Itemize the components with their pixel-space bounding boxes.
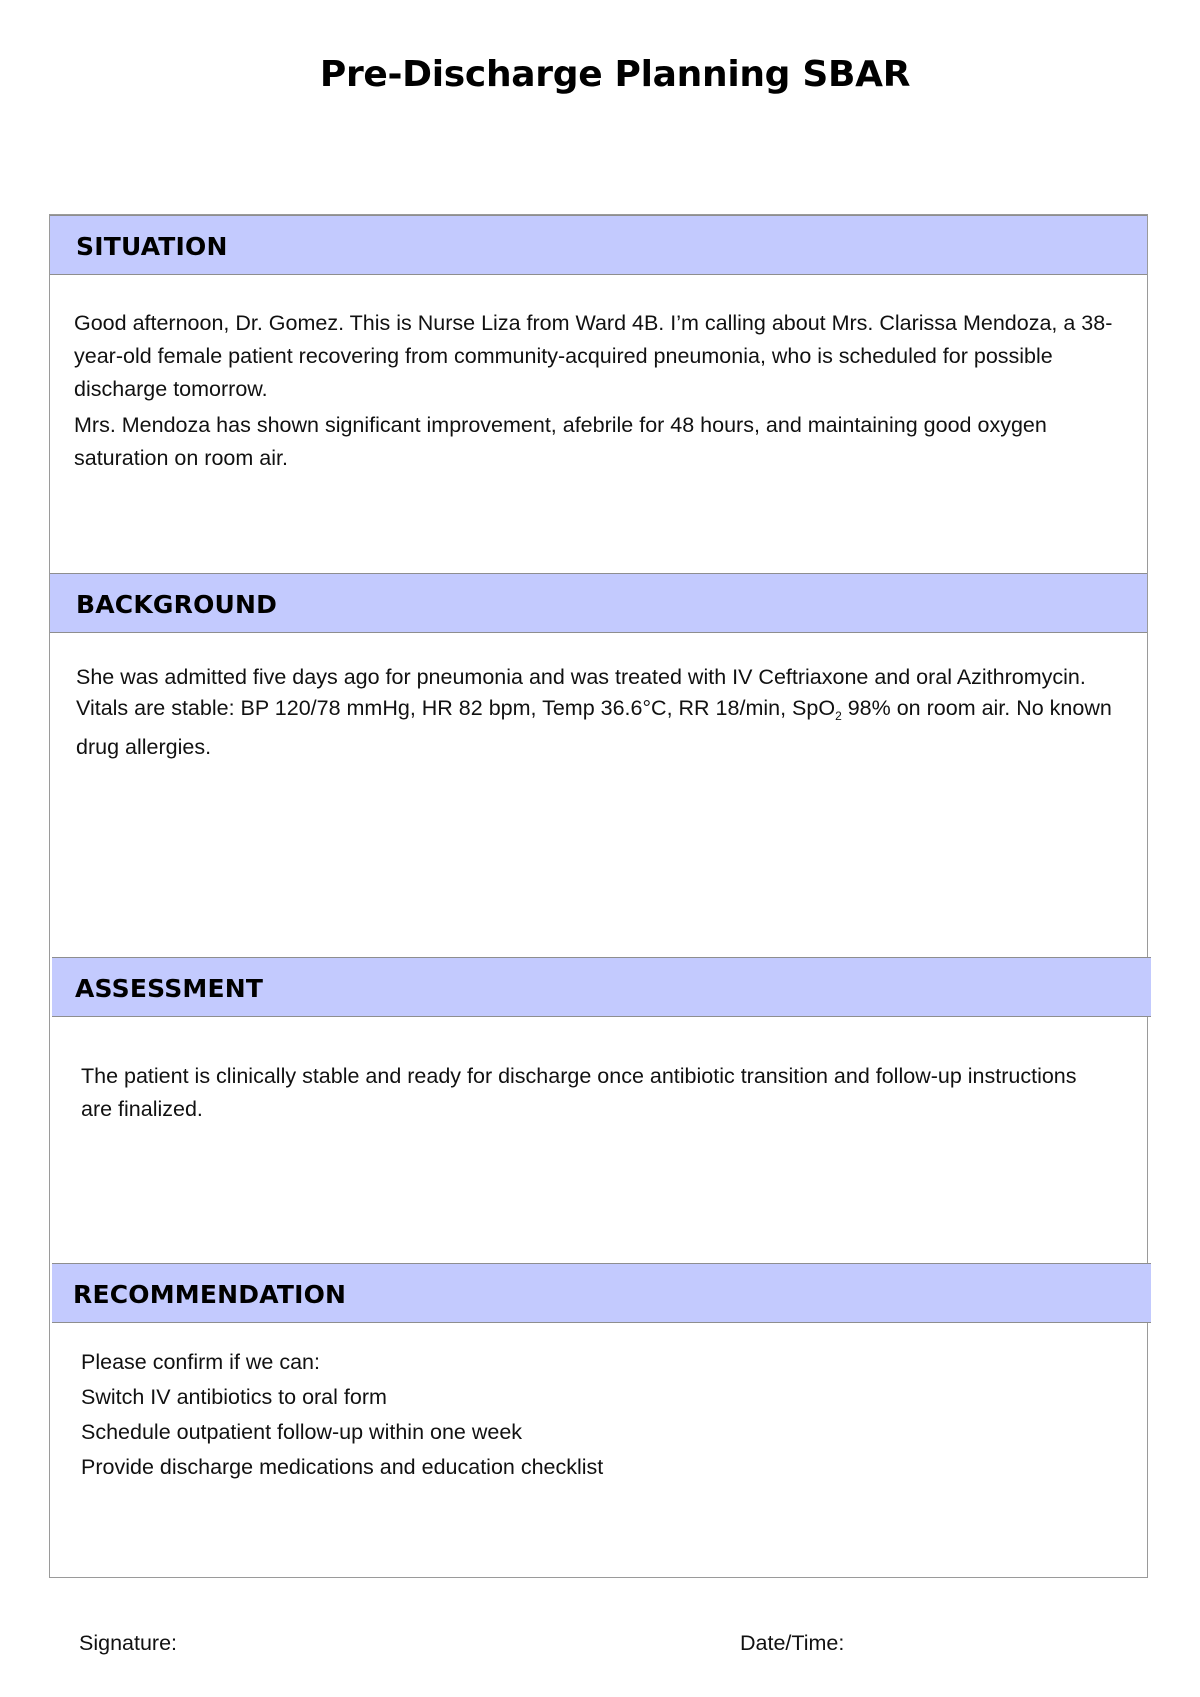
situation-header bbox=[50, 215, 1147, 275]
background-text-part-2: 98% on room air. No known drug allergies. bbox=[76, 696, 1112, 759]
datetime-label: Date/Time: bbox=[740, 1631, 845, 1655]
background-header bbox=[50, 573, 1147, 633]
signature-label: Signature: bbox=[79, 1631, 178, 1655]
background-body bbox=[76, 662, 1128, 763]
situation-heading: SITUATION bbox=[76, 232, 228, 261]
recommendation-item: Switch IV antibiotics to oral form bbox=[81, 1385, 387, 1409]
recommendation-item: Schedule outpatient follow-up within one week bbox=[81, 1420, 523, 1444]
assessment-text: The patient is clinically stable and ready for discharge once antibiotic transition and follow-up instructions are finalized. bbox=[81, 1064, 1077, 1121]
spo2-subscript: 2 bbox=[835, 709, 842, 723]
recommendation-intro: Please confirm if we can: bbox=[81, 1350, 320, 1374]
assessment-heading: ASSESSMENT bbox=[75, 974, 264, 1003]
recommendation-body bbox=[81, 1345, 1091, 1485]
background-text bbox=[76, 662, 1128, 763]
sbar-form bbox=[49, 214, 1148, 1578]
recommendation-heading: RECOMMENDATION bbox=[73, 1280, 347, 1309]
situation-paragraph-2: Mrs. Mendoza has shown significant improvement, afebrile for 48 hours, and maintaining good oxygen saturation on room air. bbox=[74, 413, 1047, 470]
assessment-header bbox=[52, 957, 1151, 1017]
situation-paragraph-1: Good afternoon, Dr. Gomez. This is Nurse Liza from Ward 4B. I’m calling about Mrs. Clarissa Mendoza, a 38-year-old female patient recovering from community-acquired pneumonia, who is scheduled for possible discharge tomorrow. bbox=[74, 311, 1113, 401]
page-title: Pre-Discharge Planning SBAR bbox=[319, 54, 911, 95]
recommendation-item: Provide discharge medications and education checklist bbox=[81, 1455, 604, 1479]
background-heading: BACKGROUND bbox=[76, 590, 278, 619]
recommendation-header bbox=[52, 1263, 1151, 1323]
background-text-part-1: She was admitted five days ago for pneumonia and was treated with IV Ceftriaxone and oral Azithromycin. Vitals are stable: BP 120/78 mmHg, HR 82 bpm, Temp 36.6°C, RR 18/min, SpO bbox=[76, 665, 1086, 720]
assessment-body bbox=[81, 1060, 1091, 1126]
situation-body bbox=[74, 307, 1114, 475]
